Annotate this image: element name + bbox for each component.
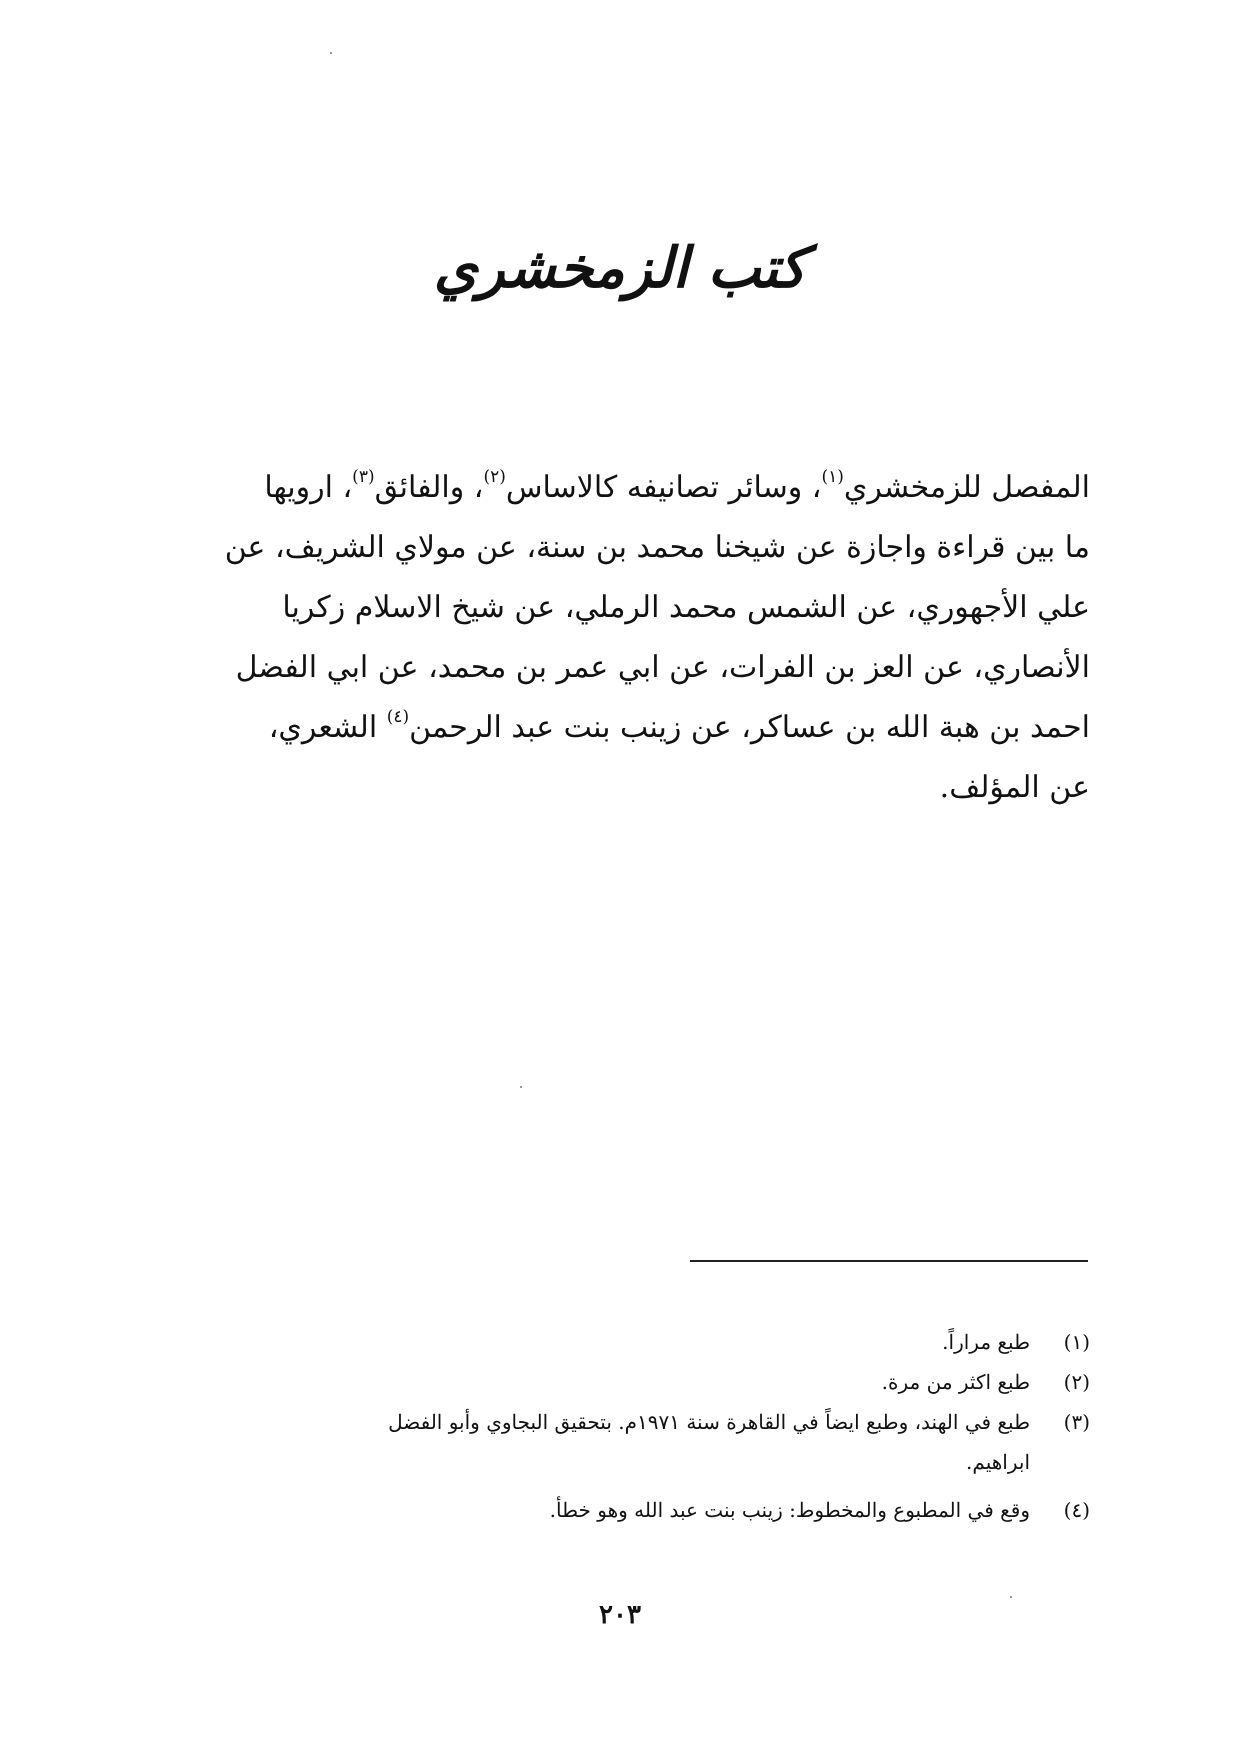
footnote-number: (٢): [1063, 1370, 1090, 1394]
scan-speck: [520, 1086, 522, 1088]
footnote-separator: [690, 1260, 1088, 1262]
text-run: الشعري،: [268, 710, 387, 745]
footnote-4: [160, 1490, 1090, 1530]
text-run: عن المؤلف.: [939, 770, 1090, 805]
footnote-ref-2[interactable]: (٢): [483, 467, 506, 487]
paragraph-line: [160, 638, 1090, 698]
text-run: المفصل للزمخشري: [843, 470, 1090, 505]
paragraph-line: [160, 758, 1090, 818]
footnotes: [160, 1322, 1090, 1530]
footnote-text: طبع مراراً.: [942, 1330, 1030, 1354]
footnote-text: وقع في المطبوع والمخطوط: زينب بنت عبد الله وهو خطأ.: [549, 1498, 1030, 1522]
footnote-ref-3[interactable]: (٣): [352, 467, 375, 487]
page-number: ٢٠٣: [599, 1600, 641, 1630]
footnote-text-continued: ابراهيم.: [966, 1450, 1030, 1474]
text-run: ، ارويها: [264, 470, 353, 505]
footnote-text: طبع في الهند، وطبع ايضاً في القاهرة سنة ١٩٧١م. بتحقيق البجاوي وأبو الفضل: [388, 1410, 1030, 1434]
footnote-3: [160, 1402, 1090, 1482]
text-run: ، والفائق: [374, 470, 484, 505]
scan-speck: [1010, 1596, 1012, 1598]
text-run: ما بين قراءة واجازة عن شيخنا محمد بن سنة، عن مولاي الشريف، عن: [224, 530, 1090, 565]
paragraph-line: [160, 458, 1090, 518]
paragraph-line: [160, 698, 1090, 758]
main-paragraph: [160, 458, 1090, 818]
footnote-number: (٣): [1063, 1410, 1090, 1434]
text-run: ، وسائر تصانيفه كالاساس: [505, 470, 822, 505]
footnote-ref-4[interactable]: (٤): [386, 707, 410, 727]
paragraph-line: [160, 518, 1090, 578]
paragraph-line: [160, 578, 1090, 638]
scan-speck: [330, 52, 332, 54]
footnote-number: (٤): [1063, 1498, 1090, 1522]
footnote-text: طبع اكثر من مرة.: [881, 1370, 1030, 1394]
footnote-ref-1[interactable]: (١): [821, 467, 844, 487]
footnote-2: [160, 1362, 1090, 1402]
chapter-title: كتب الزمخشري: [433, 235, 807, 301]
footnote-number: (١): [1063, 1330, 1090, 1354]
text-run: علي الأجهوري، عن الشمس محمد الرملي، عن شيخ الاسلام زكريا: [282, 590, 1090, 625]
text-run: احمد بن هبة الله بن عساكر، عن زينب بنت عبد الرحمن: [409, 710, 1090, 745]
text-run: الأنصاري، عن العز بن الفرات، عن ابي عمر بن محمد، عن ابي الفضل: [235, 650, 1090, 685]
footnote-1: [160, 1322, 1090, 1362]
